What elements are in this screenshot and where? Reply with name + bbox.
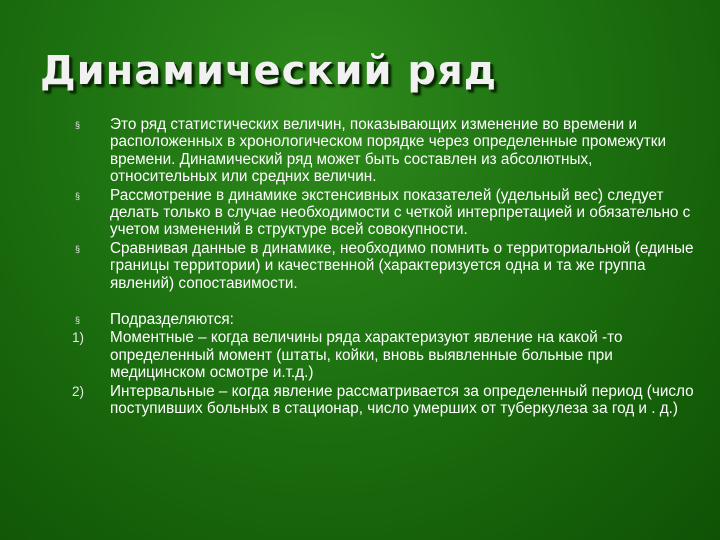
slide-content	[74, 116, 694, 418]
list-item-text: Интервальные – когда явление рассматривается за определенный период (число поступивших больных в стационар, число умерших от туберкулеза за год и . д.)	[110, 382, 694, 418]
bullet-marker: §	[75, 120, 81, 130]
bullet-marker: §	[75, 243, 81, 254]
list-item-text: Это ряд статистических величин, показывающих изменение во времени и расположенных в хронологическом порядке через определенные промежутки времени. Динамический ряд может быть составлен из абсолютных, относительных или средних величин.	[110, 116, 667, 186]
list-item	[74, 383, 694, 418]
number-marker: 2)	[72, 383, 85, 399]
list-item	[74, 329, 694, 381]
list-item-text: Сравнивая данные в динамике, необходимо помнить о территориальной (единые границы территории) и качественной (характеризуется одна и та же группа явлений) сопоставимости.	[110, 239, 694, 292]
number-marker: 1)	[72, 330, 85, 346]
bullet-marker: §	[75, 190, 81, 201]
list-item	[74, 240, 694, 292]
list-item	[74, 187, 694, 239]
list-item-text: Рассмотрение в динамике экстенсивных показателей (удельный вес) следует делать только в случае необходимости с четкой интерпретацией и обязательно с учетом изменений в структуре всей совокупности.	[110, 186, 691, 239]
list-item-text: Подразделяются:	[110, 311, 234, 329]
slide-title: Динамический ряд	[40, 48, 498, 94]
bullet-marker: §	[75, 315, 81, 326]
list-item-text: Моментные – когда величины ряда характеризуют явление на какой -то определенный момент (штаты, койки, вновь выявленные больные при медицинском осмотре и.т.д.)	[110, 329, 623, 382]
list-item	[74, 116, 694, 186]
list-item	[74, 311, 694, 328]
